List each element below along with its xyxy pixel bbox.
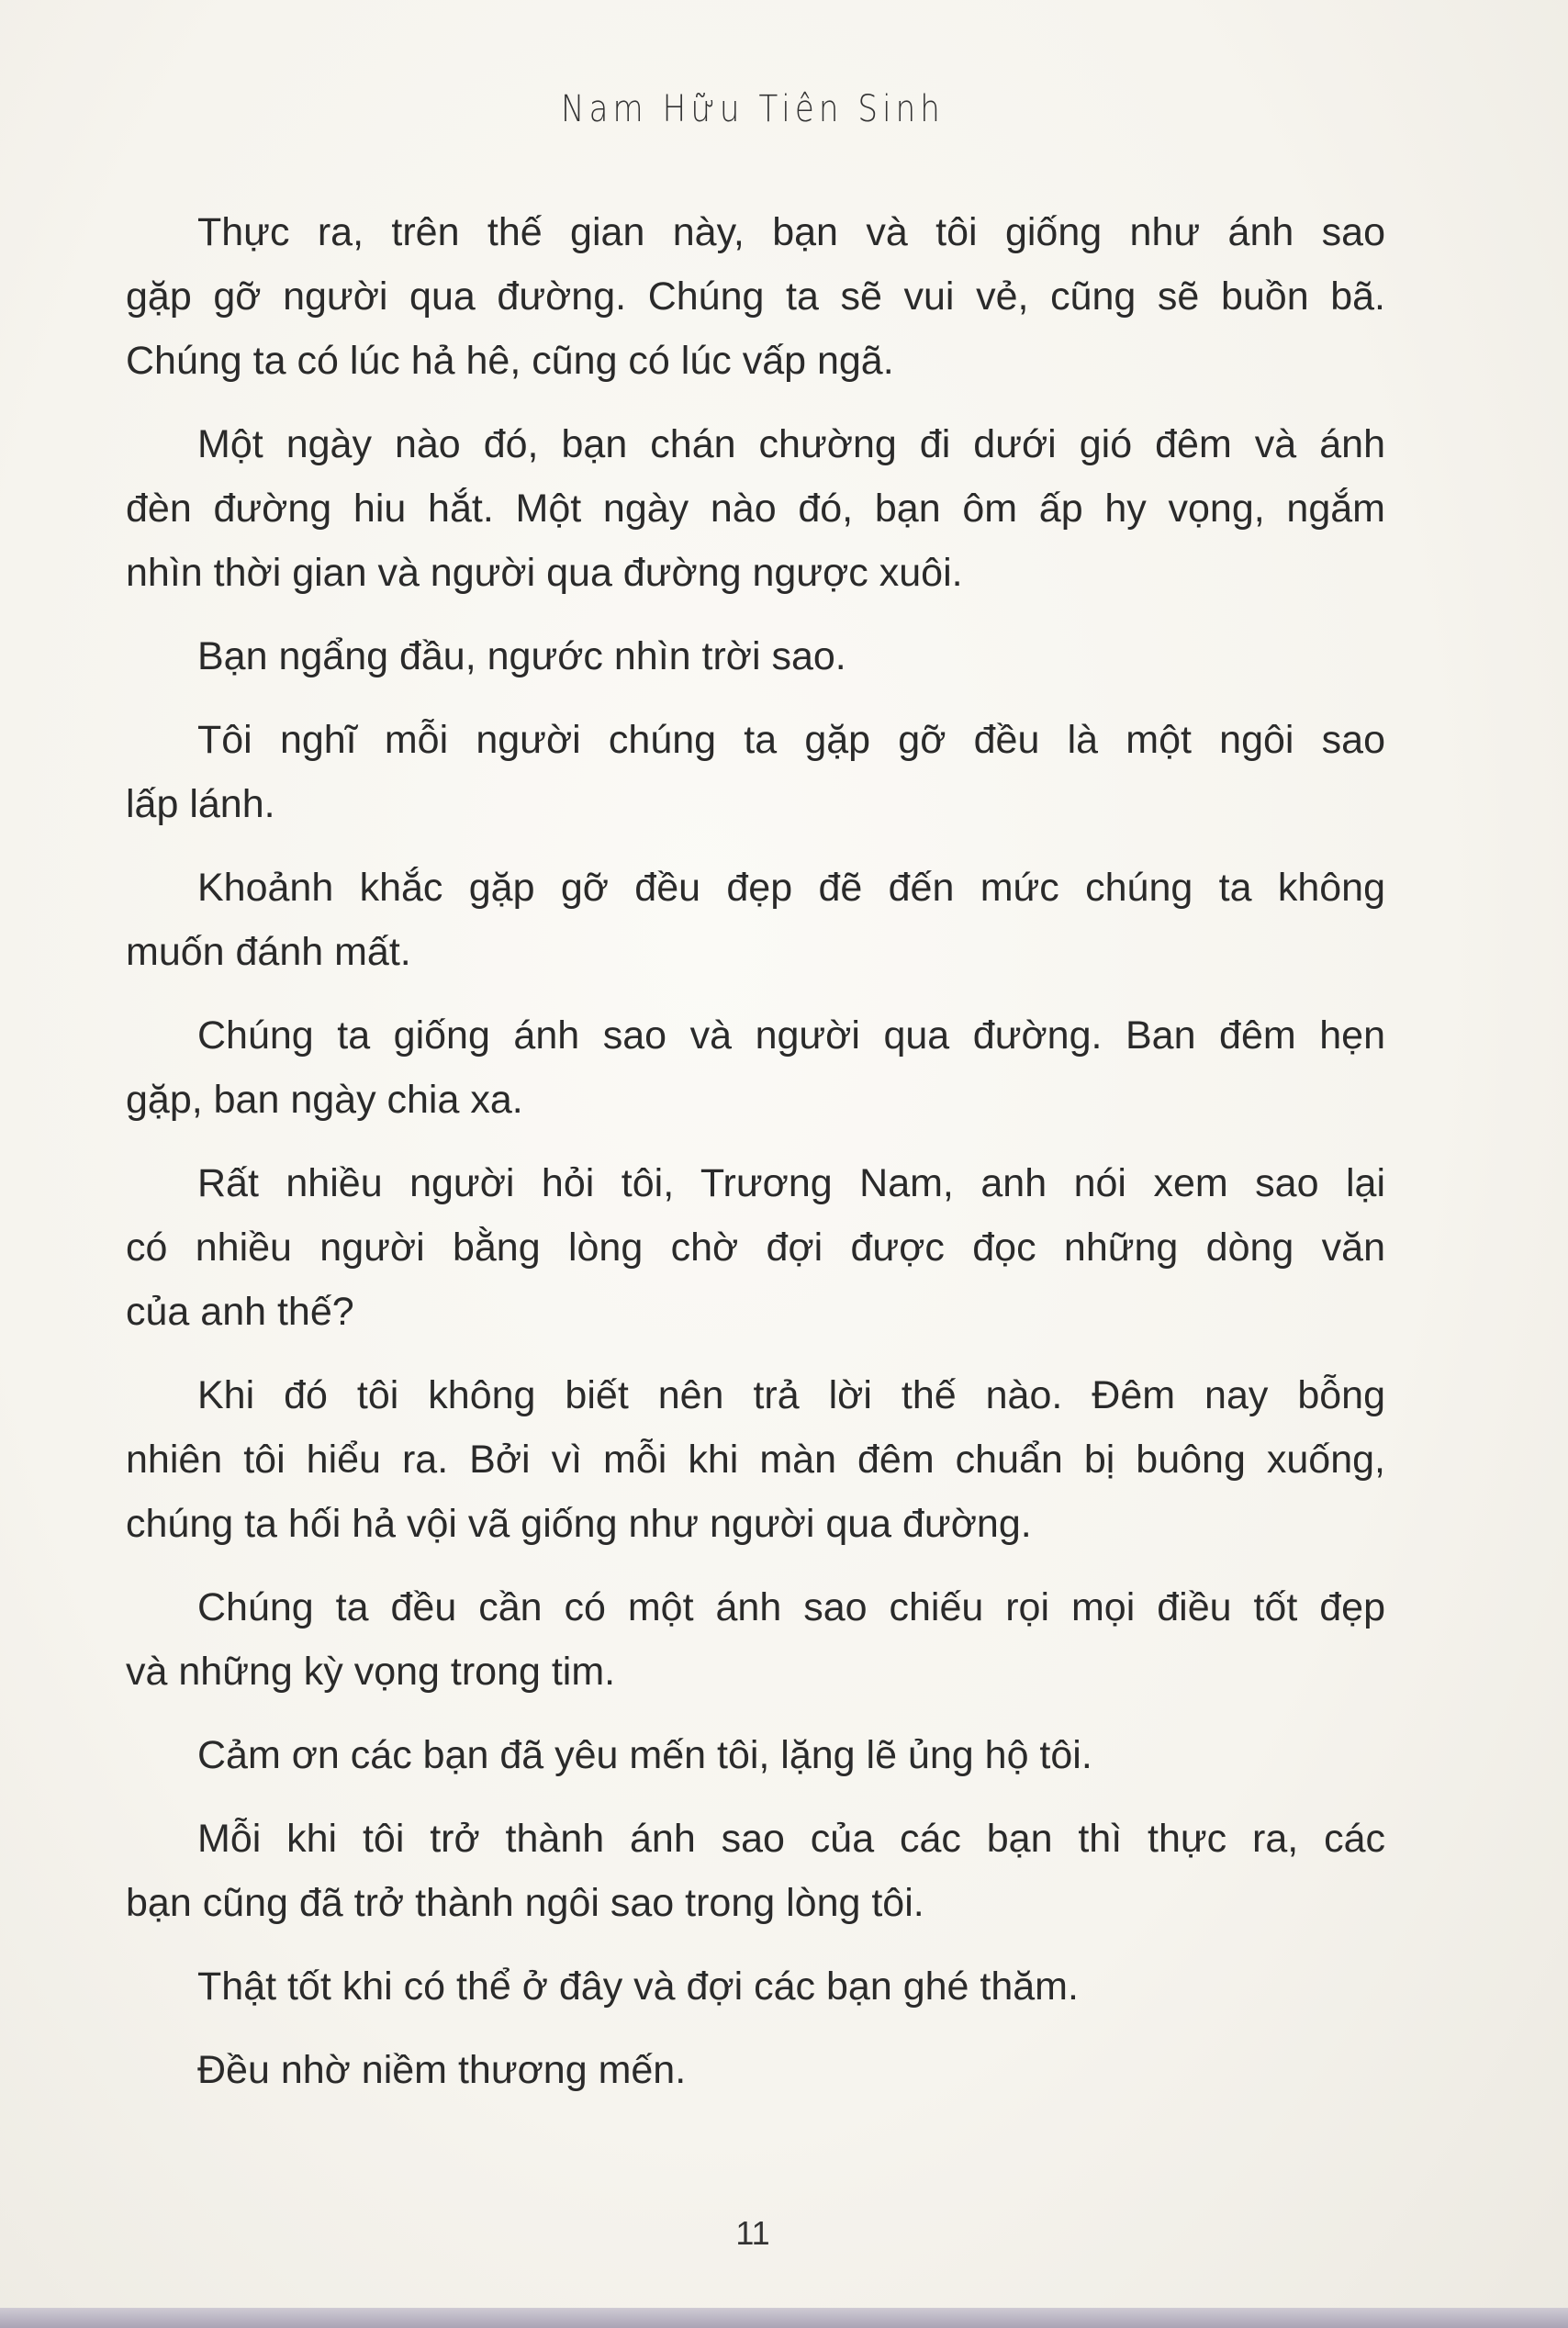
text-line: Đều nhờ niềm thương mến. bbox=[197, 2048, 687, 2092]
text-line: Rất nhiều người hỏi tôi, Trương Nam, anh nói xem sao lại bbox=[197, 1161, 1385, 1205]
text-line: Chúng ta đều cần có một ánh sao chiếu rọi mọi điều tốt đẹp bbox=[197, 1585, 1385, 1629]
text-line: chúng ta hối hả vội vã giống như người qua đường. bbox=[126, 1502, 1032, 1546]
paragraph bbox=[126, 1003, 1385, 1132]
text-line: Khoảnh khắc gặp gỡ đều đẹp đẽ đến mức chúng ta không bbox=[197, 866, 1385, 910]
text-line: Mỗi khi tôi trở thành ánh sao của các bạn thì thực ra, các bbox=[197, 1817, 1385, 1861]
text-line: gặp, ban ngày chia xa. bbox=[126, 1078, 523, 1122]
text-line: của anh thế? bbox=[126, 1290, 354, 1334]
paragraph bbox=[126, 1575, 1385, 1704]
paragraph bbox=[126, 1807, 1385, 1935]
text-line: Tôi nghĩ mỗi người chúng ta gặp gỡ đều là một ngôi sao bbox=[197, 718, 1385, 762]
paragraph bbox=[126, 856, 1385, 984]
text-line: có nhiều người bằng lòng chờ đợi được đọc những dòng văn bbox=[126, 1226, 1385, 1270]
paragraph bbox=[126, 200, 1385, 393]
text-line: Bạn ngẩng đầu, ngước nhìn trời sao. bbox=[197, 634, 846, 678]
text-line: Cảm ơn các bạn đã yêu mến tôi, lặng lẽ ủng hộ tôi. bbox=[197, 1733, 1092, 1777]
text-line: và những kỳ vọng trong tim. bbox=[126, 1650, 616, 1694]
text-line: gặp gỡ người qua đường. Chúng ta sẽ vui vẻ, cũng sẽ buồn bã. bbox=[126, 274, 1385, 319]
paragraph bbox=[126, 1954, 1385, 2019]
page-bottom-edge bbox=[0, 2308, 1568, 2328]
text-line: nhiên tôi hiểu ra. Bởi vì mỗi khi màn đêm chuẩn bị buông xuống, bbox=[126, 1438, 1385, 1482]
page-number: 11 bbox=[735, 2214, 770, 2252]
text-line: bạn cũng đã trở thành ngôi sao trong lòng tôi. bbox=[126, 1881, 924, 1925]
paragraph bbox=[126, 1723, 1385, 1787]
text-line: nhìn thời gian và người qua đường ngược xuôi. bbox=[126, 551, 963, 595]
text-line: muốn đánh mất. bbox=[126, 930, 411, 974]
text-line: Khi đó tôi không biết nên trả lời thế nào. Đêm nay bỗng bbox=[197, 1373, 1385, 1417]
paragraph bbox=[126, 1151, 1385, 1344]
text-line: Chúng ta giống ánh sao và người qua đường. Ban đêm hẹn bbox=[197, 1013, 1385, 1058]
text-line: Chúng ta có lúc hả hê, cũng có lúc vấp ngã. bbox=[126, 339, 894, 383]
paragraph bbox=[126, 624, 1385, 688]
text-line: Thật tốt khi có thể ở đây và đợi các bạn ghé thăm. bbox=[197, 1964, 1079, 2009]
paragraph bbox=[126, 412, 1385, 605]
body-text bbox=[126, 200, 1385, 2102]
text-line: lấp lánh. bbox=[126, 782, 275, 826]
running-head: Nam Hữu Tiên Sinh bbox=[561, 88, 945, 130]
text-line: đèn đường hiu hắt. Một ngày nào đó, bạn ôm ấp hy vọng, ngắm bbox=[126, 487, 1385, 531]
text-line: Một ngày nào đó, bạn chán chường đi dưới gió đêm và ánh bbox=[197, 422, 1385, 466]
paragraph bbox=[126, 708, 1385, 836]
paragraph bbox=[126, 1363, 1385, 1556]
text-line: Thực ra, trên thế gian này, bạn và tôi giống như ánh sao bbox=[197, 210, 1385, 254]
paragraph bbox=[126, 2038, 1385, 2102]
